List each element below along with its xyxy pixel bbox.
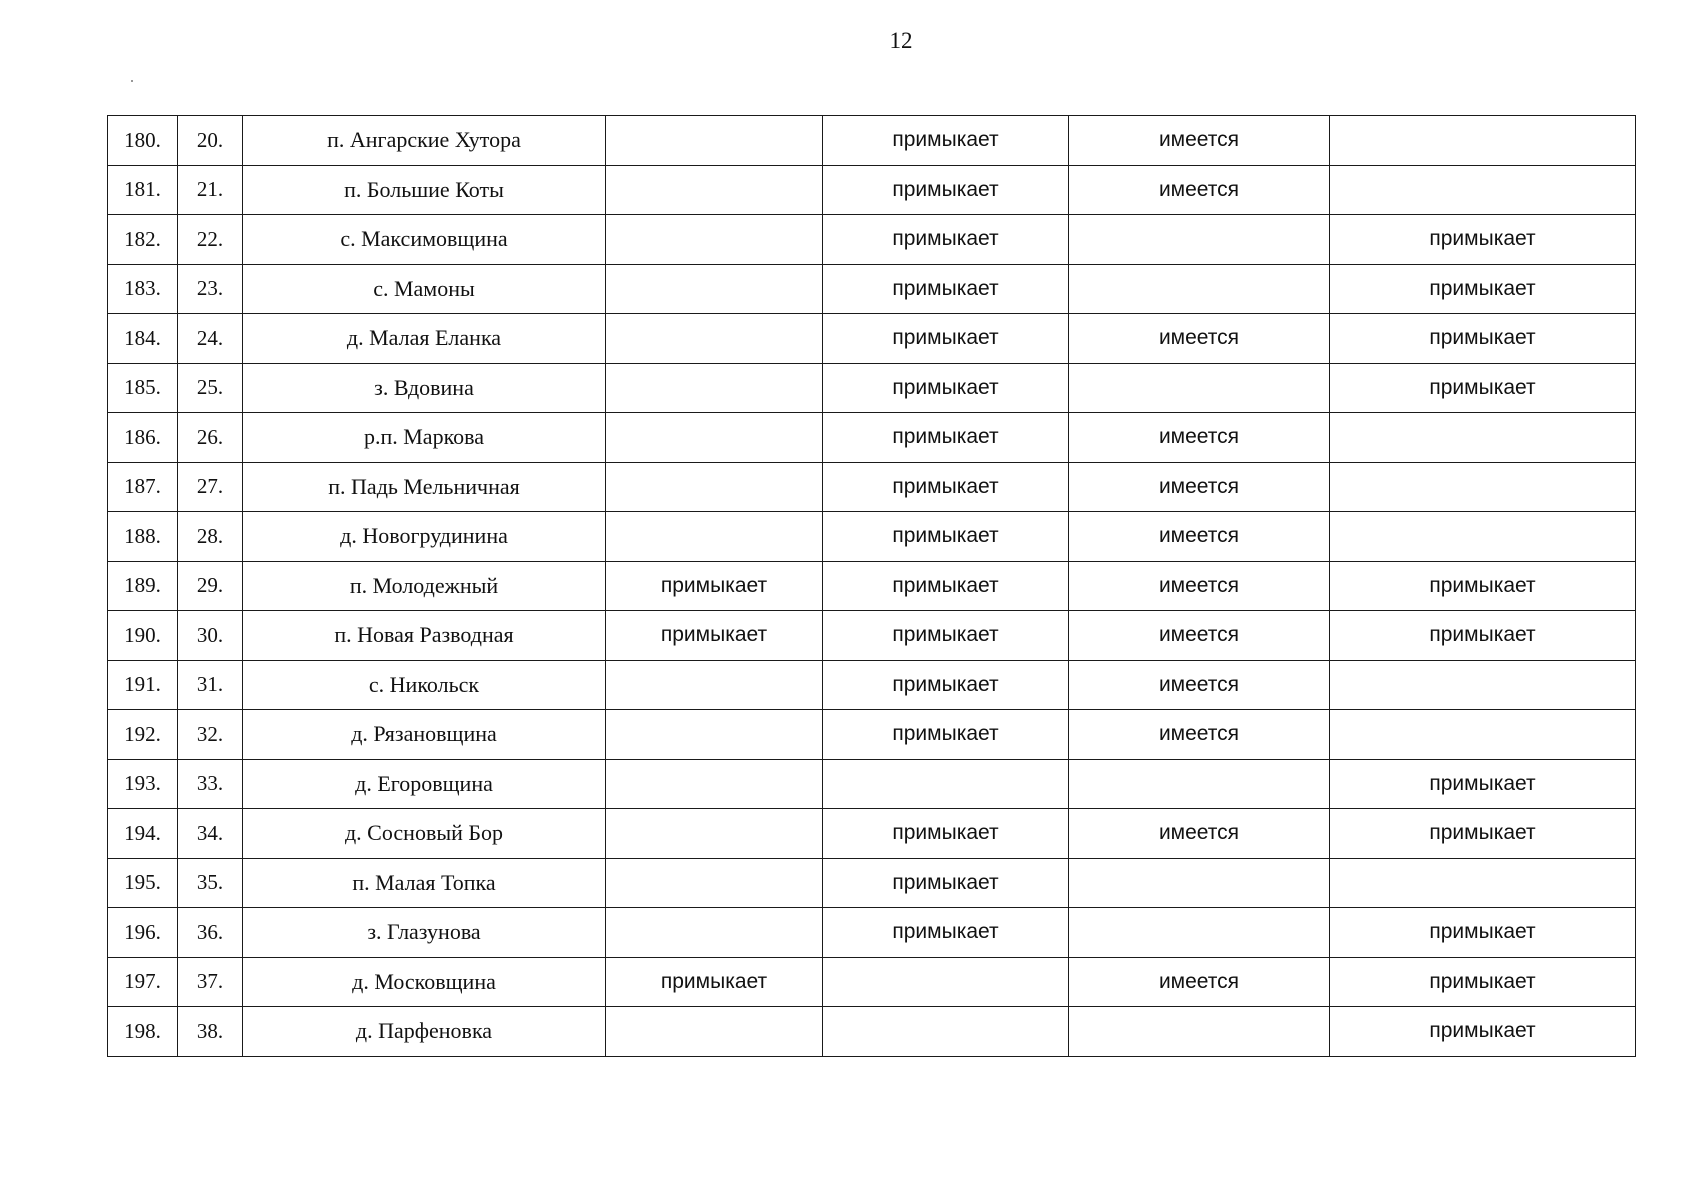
local-number-cell: 26.: [178, 413, 243, 463]
column-4-cell: [606, 363, 823, 413]
page-number: 12: [889, 28, 913, 53]
settlements-table: [107, 115, 1636, 1057]
column-7-cell: примыкает: [1330, 611, 1636, 661]
settlement-name-cell: с. Никольск: [243, 660, 606, 710]
table-row: [108, 611, 1636, 661]
column-6-cell: [1069, 215, 1330, 265]
table-row: [108, 215, 1636, 265]
column-7-cell: примыкает: [1330, 264, 1636, 314]
table-row: [108, 314, 1636, 364]
column-7-cell: [1330, 858, 1636, 908]
settlement-name-cell: з. Вдовина: [243, 363, 606, 413]
settlement-name-cell: д. Малая Еланка: [243, 314, 606, 364]
column-6-cell: имеется: [1069, 957, 1330, 1007]
row-number-cell: 185.: [108, 363, 178, 413]
table-body: [108, 116, 1636, 1057]
column-6-cell: имеется: [1069, 512, 1330, 562]
column-7-cell: примыкает: [1330, 215, 1636, 265]
column-7-cell: [1330, 710, 1636, 760]
column-4-cell: [606, 165, 823, 215]
column-4-cell: [606, 908, 823, 958]
local-number-cell: 24.: [178, 314, 243, 364]
local-number-cell: 38.: [178, 1007, 243, 1057]
settlement-name-cell: д. Новогрудинина: [243, 512, 606, 562]
column-5-cell: примыкает: [823, 413, 1069, 463]
column-4-cell: [606, 215, 823, 265]
row-number-cell: 187.: [108, 462, 178, 512]
column-4-cell: [606, 314, 823, 364]
table-row: [108, 264, 1636, 314]
column-7-cell: [1330, 116, 1636, 166]
settlement-name-cell: п. Ангарские Хутора: [243, 116, 606, 166]
column-7-cell: примыкает: [1330, 957, 1636, 1007]
settlement-name-cell: с. Мамоны: [243, 264, 606, 314]
table-row: [108, 908, 1636, 958]
local-number-cell: 23.: [178, 264, 243, 314]
column-6-cell: имеется: [1069, 561, 1330, 611]
table-row: [108, 710, 1636, 760]
local-number-cell: 30.: [178, 611, 243, 661]
row-number-cell: 194.: [108, 809, 178, 859]
column-6-cell: имеется: [1069, 462, 1330, 512]
column-4-cell: [606, 1007, 823, 1057]
column-6-cell: имеется: [1069, 710, 1330, 760]
local-number-cell: 32.: [178, 710, 243, 760]
column-6-cell: имеется: [1069, 413, 1330, 463]
column-5-cell: примыкает: [823, 165, 1069, 215]
row-number-cell: 195.: [108, 858, 178, 908]
column-5-cell: примыкает: [823, 462, 1069, 512]
local-number-cell: 36.: [178, 908, 243, 958]
column-4-cell: примыкает: [606, 611, 823, 661]
column-7-cell: примыкает: [1330, 759, 1636, 809]
row-number-cell: 189.: [108, 561, 178, 611]
settlement-name-cell: с. Максимовщина: [243, 215, 606, 265]
column-5-cell: примыкает: [823, 710, 1069, 760]
column-5-cell: [823, 957, 1069, 1007]
row-number-cell: 183.: [108, 264, 178, 314]
column-7-cell: [1330, 413, 1636, 463]
column-4-cell: [606, 858, 823, 908]
table-row: [108, 957, 1636, 1007]
local-number-cell: 28.: [178, 512, 243, 562]
column-4-cell: [606, 759, 823, 809]
column-4-cell: [606, 116, 823, 166]
column-7-cell: примыкает: [1330, 908, 1636, 958]
table-row: [108, 858, 1636, 908]
column-5-cell: примыкает: [823, 858, 1069, 908]
row-number-cell: 193.: [108, 759, 178, 809]
column-6-cell: [1069, 858, 1330, 908]
row-number-cell: 198.: [108, 1007, 178, 1057]
settlement-name-cell: д. Егоровщина: [243, 759, 606, 809]
row-number-cell: 196.: [108, 908, 178, 958]
local-number-cell: 34.: [178, 809, 243, 859]
column-4-cell: [606, 264, 823, 314]
settlement-name-cell: д. Московщина: [243, 957, 606, 1007]
column-4-cell: [606, 710, 823, 760]
column-5-cell: примыкает: [823, 363, 1069, 413]
table-row: [108, 809, 1636, 859]
row-number-cell: 192.: [108, 710, 178, 760]
table-row: [108, 1007, 1636, 1057]
column-4-cell: примыкает: [606, 957, 823, 1007]
settlement-name-cell: з. Глазунова: [243, 908, 606, 958]
column-5-cell: [823, 759, 1069, 809]
row-number-cell: 181.: [108, 165, 178, 215]
table-row: [108, 413, 1636, 463]
column-6-cell: имеется: [1069, 314, 1330, 364]
column-5-cell: [823, 1007, 1069, 1057]
local-number-cell: 31.: [178, 660, 243, 710]
column-5-cell: примыкает: [823, 215, 1069, 265]
column-7-cell: [1330, 660, 1636, 710]
local-number-cell: 21.: [178, 165, 243, 215]
column-5-cell: примыкает: [823, 809, 1069, 859]
table-row: [108, 759, 1636, 809]
column-6-cell: имеется: [1069, 611, 1330, 661]
column-4-cell: [606, 809, 823, 859]
local-number-cell: 37.: [178, 957, 243, 1007]
column-7-cell: примыкает: [1330, 561, 1636, 611]
settlement-name-cell: п. Молодежный: [243, 561, 606, 611]
local-number-cell: 20.: [178, 116, 243, 166]
settlement-name-cell: п. Падь Мельничная: [243, 462, 606, 512]
table-row: [108, 462, 1636, 512]
table-row: [108, 660, 1636, 710]
row-number-cell: 190.: [108, 611, 178, 661]
settlement-name-cell: п. Малая Топка: [243, 858, 606, 908]
table-row: [108, 363, 1636, 413]
table-row: [108, 512, 1636, 562]
column-4-cell: [606, 660, 823, 710]
column-7-cell: примыкает: [1330, 363, 1636, 413]
settlement-name-cell: п. Большие Коты: [243, 165, 606, 215]
column-6-cell: имеется: [1069, 660, 1330, 710]
row-number-cell: 180.: [108, 116, 178, 166]
column-4-cell: примыкает: [606, 561, 823, 611]
column-7-cell: [1330, 512, 1636, 562]
row-number-cell: 188.: [108, 512, 178, 562]
local-number-cell: 22.: [178, 215, 243, 265]
local-number-cell: 29.: [178, 561, 243, 611]
table-row: [108, 561, 1636, 611]
settlement-name-cell: д. Парфеновка: [243, 1007, 606, 1057]
column-7-cell: [1330, 462, 1636, 512]
column-5-cell: примыкает: [823, 660, 1069, 710]
column-6-cell: [1069, 264, 1330, 314]
local-number-cell: 33.: [178, 759, 243, 809]
column-4-cell: [606, 512, 823, 562]
column-5-cell: примыкает: [823, 512, 1069, 562]
column-7-cell: примыкает: [1330, 809, 1636, 859]
column-6-cell: имеется: [1069, 165, 1330, 215]
scan-speck: [131, 80, 133, 82]
settlement-name-cell: р.п. Маркова: [243, 413, 606, 463]
local-number-cell: 35.: [178, 858, 243, 908]
column-6-cell: [1069, 1007, 1330, 1057]
column-5-cell: примыкает: [823, 561, 1069, 611]
local-number-cell: 27.: [178, 462, 243, 512]
column-7-cell: [1330, 165, 1636, 215]
table-row: [108, 165, 1636, 215]
table-row: [108, 116, 1636, 166]
column-5-cell: примыкает: [823, 314, 1069, 364]
column-4-cell: [606, 413, 823, 463]
column-6-cell: [1069, 759, 1330, 809]
column-7-cell: примыкает: [1330, 314, 1636, 364]
row-number-cell: 197.: [108, 957, 178, 1007]
column-5-cell: примыкает: [823, 264, 1069, 314]
column-5-cell: примыкает: [823, 908, 1069, 958]
column-6-cell: имеется: [1069, 116, 1330, 166]
column-6-cell: [1069, 908, 1330, 958]
settlement-name-cell: п. Новая Разводная: [243, 611, 606, 661]
local-number-cell: 25.: [178, 363, 243, 413]
row-number-cell: 186.: [108, 413, 178, 463]
row-number-cell: 191.: [108, 660, 178, 710]
row-number-cell: 184.: [108, 314, 178, 364]
settlement-name-cell: д. Сосновый Бор: [243, 809, 606, 859]
column-6-cell: имеется: [1069, 809, 1330, 859]
column-7-cell: примыкает: [1330, 1007, 1636, 1057]
column-6-cell: [1069, 363, 1330, 413]
column-5-cell: примыкает: [823, 611, 1069, 661]
column-4-cell: [606, 462, 823, 512]
row-number-cell: 182.: [108, 215, 178, 265]
settlement-name-cell: д. Рязановщина: [243, 710, 606, 760]
column-5-cell: примыкает: [823, 116, 1069, 166]
